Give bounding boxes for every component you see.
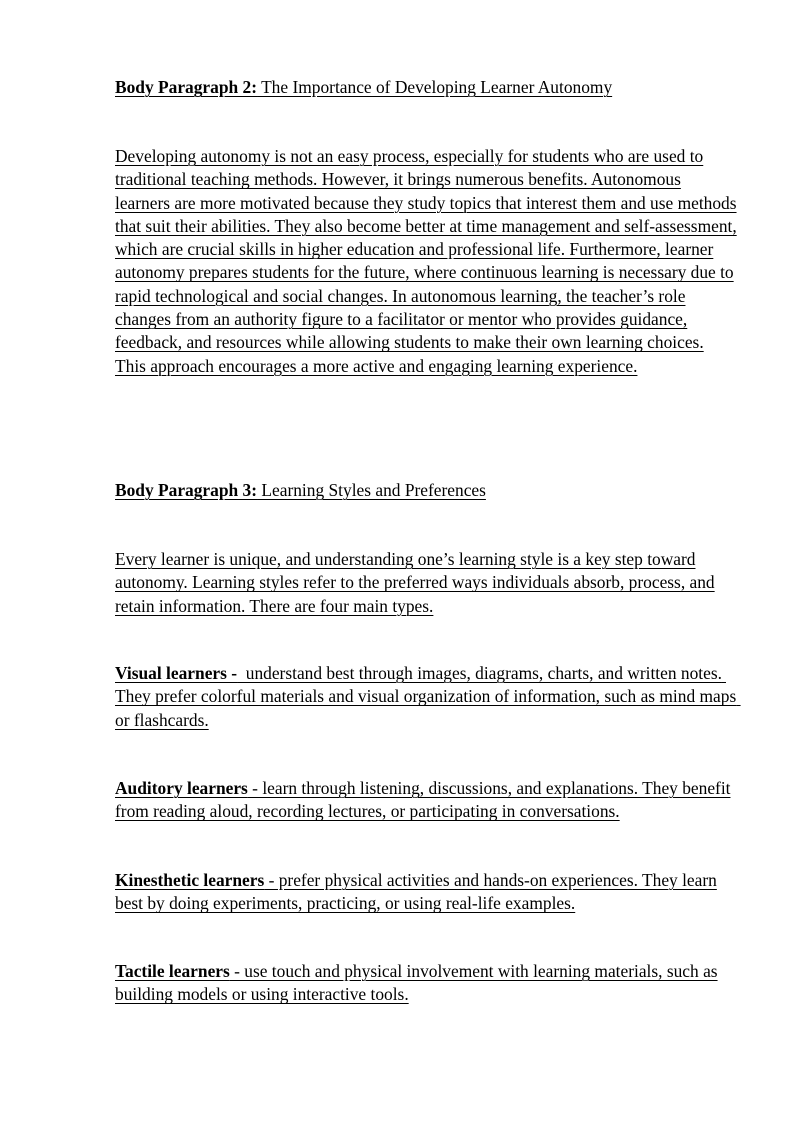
body-paragraph-2-heading: [115, 76, 737, 99]
body-paragraph-3-heading: [115, 479, 737, 502]
auditory-learners-term: Auditory learners: [115, 778, 248, 798]
kinesthetic-learners-term: Kinesthetic learners: [115, 870, 265, 890]
tactile-learners-description: - use touch and physical involvement with learning materials, such as building models or using interactive tools.: [115, 961, 718, 1005]
body-paragraph-2-label: Body Paragraph 2:: [115, 77, 258, 97]
tactile-learners-paragraph: [115, 960, 737, 1007]
kinesthetic-learners-paragraph: [115, 869, 737, 916]
tactile-learners-term: Tactile learners: [115, 961, 230, 981]
body-paragraph-2-title: The Importance of Developing Learner Autonomy: [257, 77, 613, 97]
body-paragraph-3-label: Body Paragraph 3:: [115, 480, 258, 500]
body-paragraph-2-text: Developing autonomy is not an easy process, especially for students who are used to traditional teaching methods. However, it brings numerous benefits. Autonomous learners are more motivated because they study topics that interest them and use methods that suit their abilities. They also become better at time management and self-assessment, which are crucial skills in higher education and professional life. Furthermore, learner autonomy prepares students for the future, where continuous learning is necessary due to rapid technological and social changes. In autonomous learning, the teacher’s role changes from an authority figure to a facilitator or mentor who provides guidance, feedback, and resources while allowing students to make their own learning choices. This approach encourages a more active and engaging learning experience.: [115, 146, 737, 376]
body-paragraph-3-text: Every learner is unique, and understanding one’s learning style is a key step toward autonomy. Learning styles refer to the preferred ways individuals absorb, process, and retain information. There are four main types.: [115, 549, 715, 616]
visual-learners-description: understand best through images, diagrams, charts, and written notes. They prefer colorful materials and visual organization of information, such as mind maps or flashcards.: [115, 663, 741, 730]
visual-learners-term: Visual learners -: [115, 663, 238, 683]
auditory-learners-paragraph: [115, 777, 737, 824]
kinesthetic-learners-description: - prefer physical activities and hands-on experiences. They learn best by doing experiments, practicing, or using real-life examples.: [115, 870, 717, 914]
visual-learners-paragraph: [115, 662, 741, 732]
auditory-learners-description: - learn through listening, discussions, and explanations. They benefit from reading aloud, recording lectures, or participating in conversations.: [115, 778, 731, 822]
body-paragraph-3-title: Learning Styles and Preferences: [257, 480, 486, 500]
